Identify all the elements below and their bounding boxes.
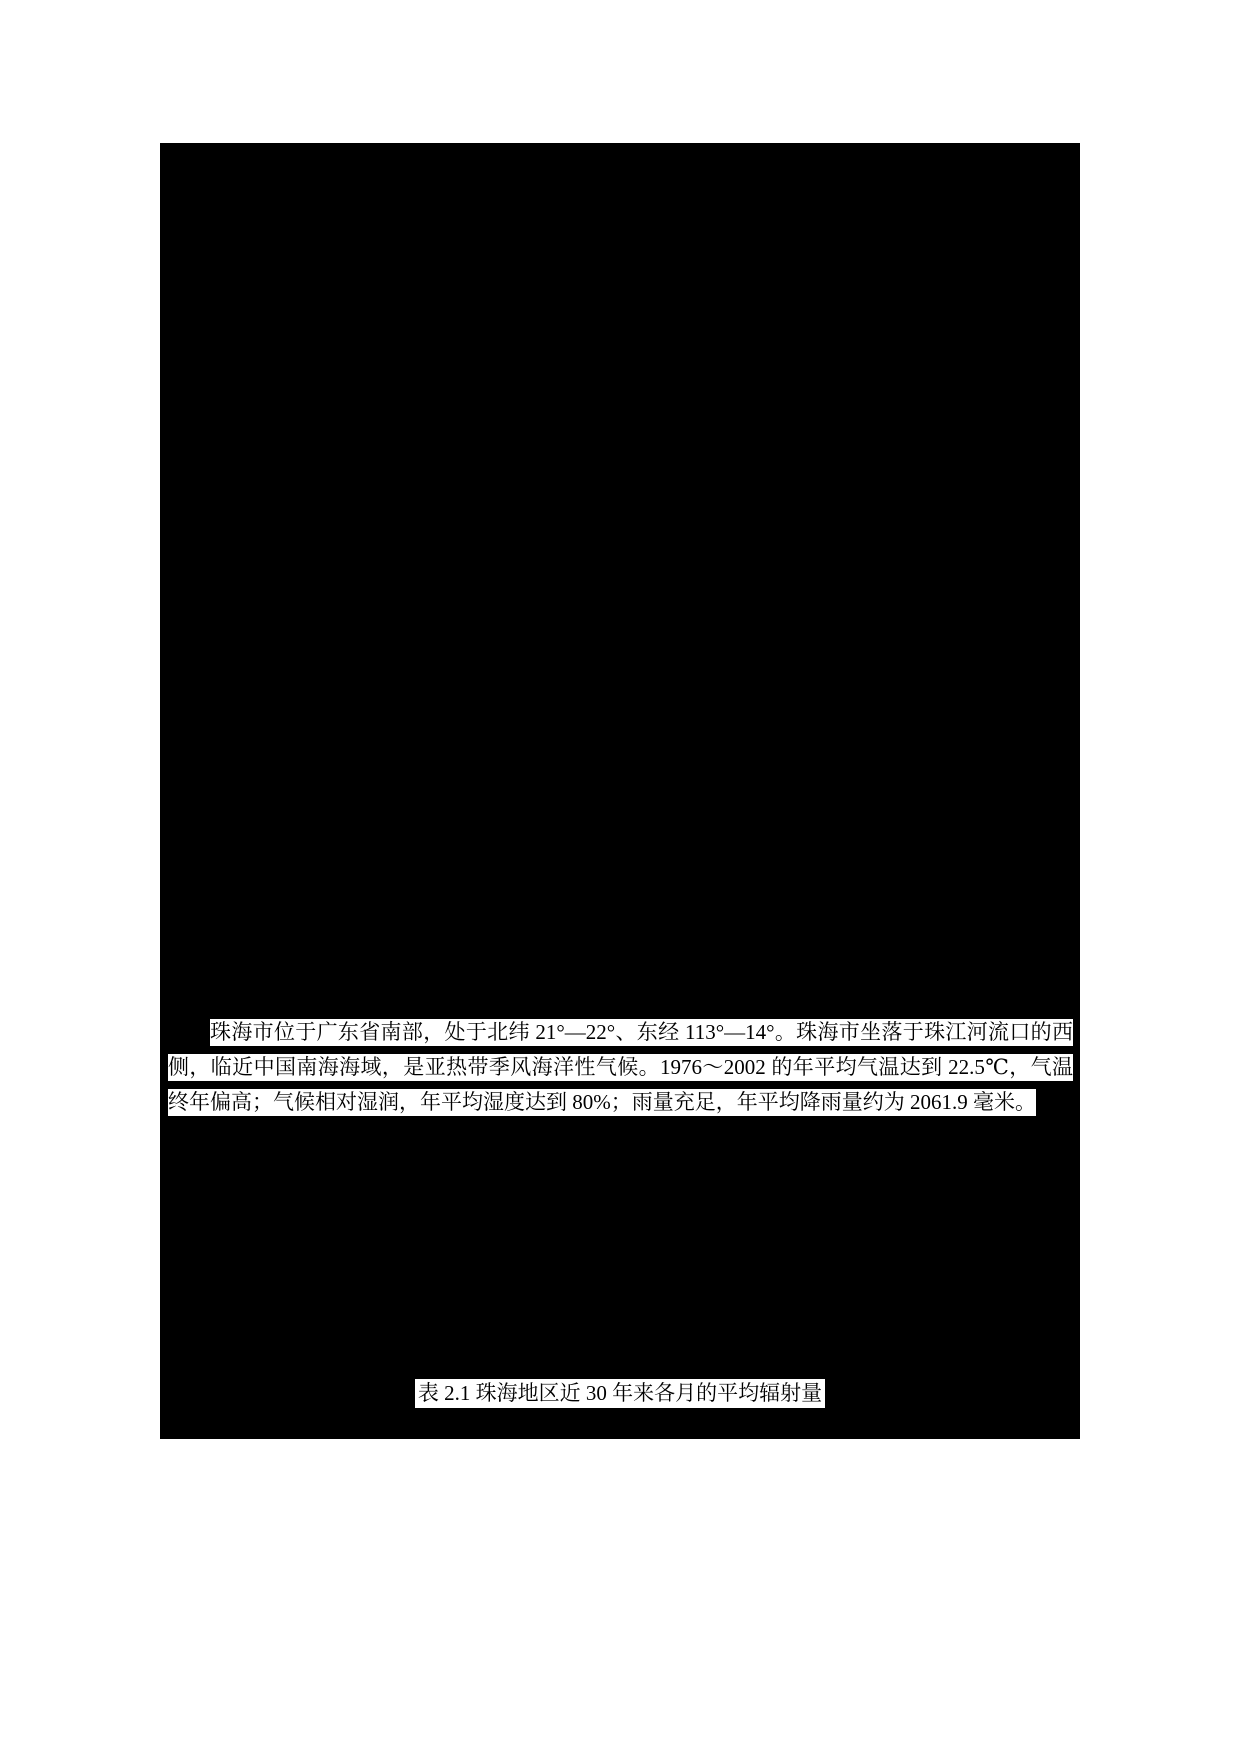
body-paragraph-container — [168, 1015, 1073, 1120]
body-paragraph — [168, 1015, 1073, 1120]
table-caption-container — [160, 1378, 1080, 1408]
redacted-content-block — [160, 143, 1080, 1439]
table-caption-text: 表 2.1 珠海地区近 30 年来各月的平均辐射量 — [415, 1379, 825, 1408]
body-paragraph-text: 珠海市位于广东省南部，处于北纬 21°—22°、东经 113°—14°。珠海市坐落于珠江河流口的西侧，临近中国南海海域，是亚热带季风海洋性气候。1976～2002 的年平均气温达到 22.5℃，气温终年偏高；气候相对湿润，年平均湿度达到 80%；雨量充足，年平均降雨量约为 2061.9 毫米。 — [168, 1020, 1073, 1114]
